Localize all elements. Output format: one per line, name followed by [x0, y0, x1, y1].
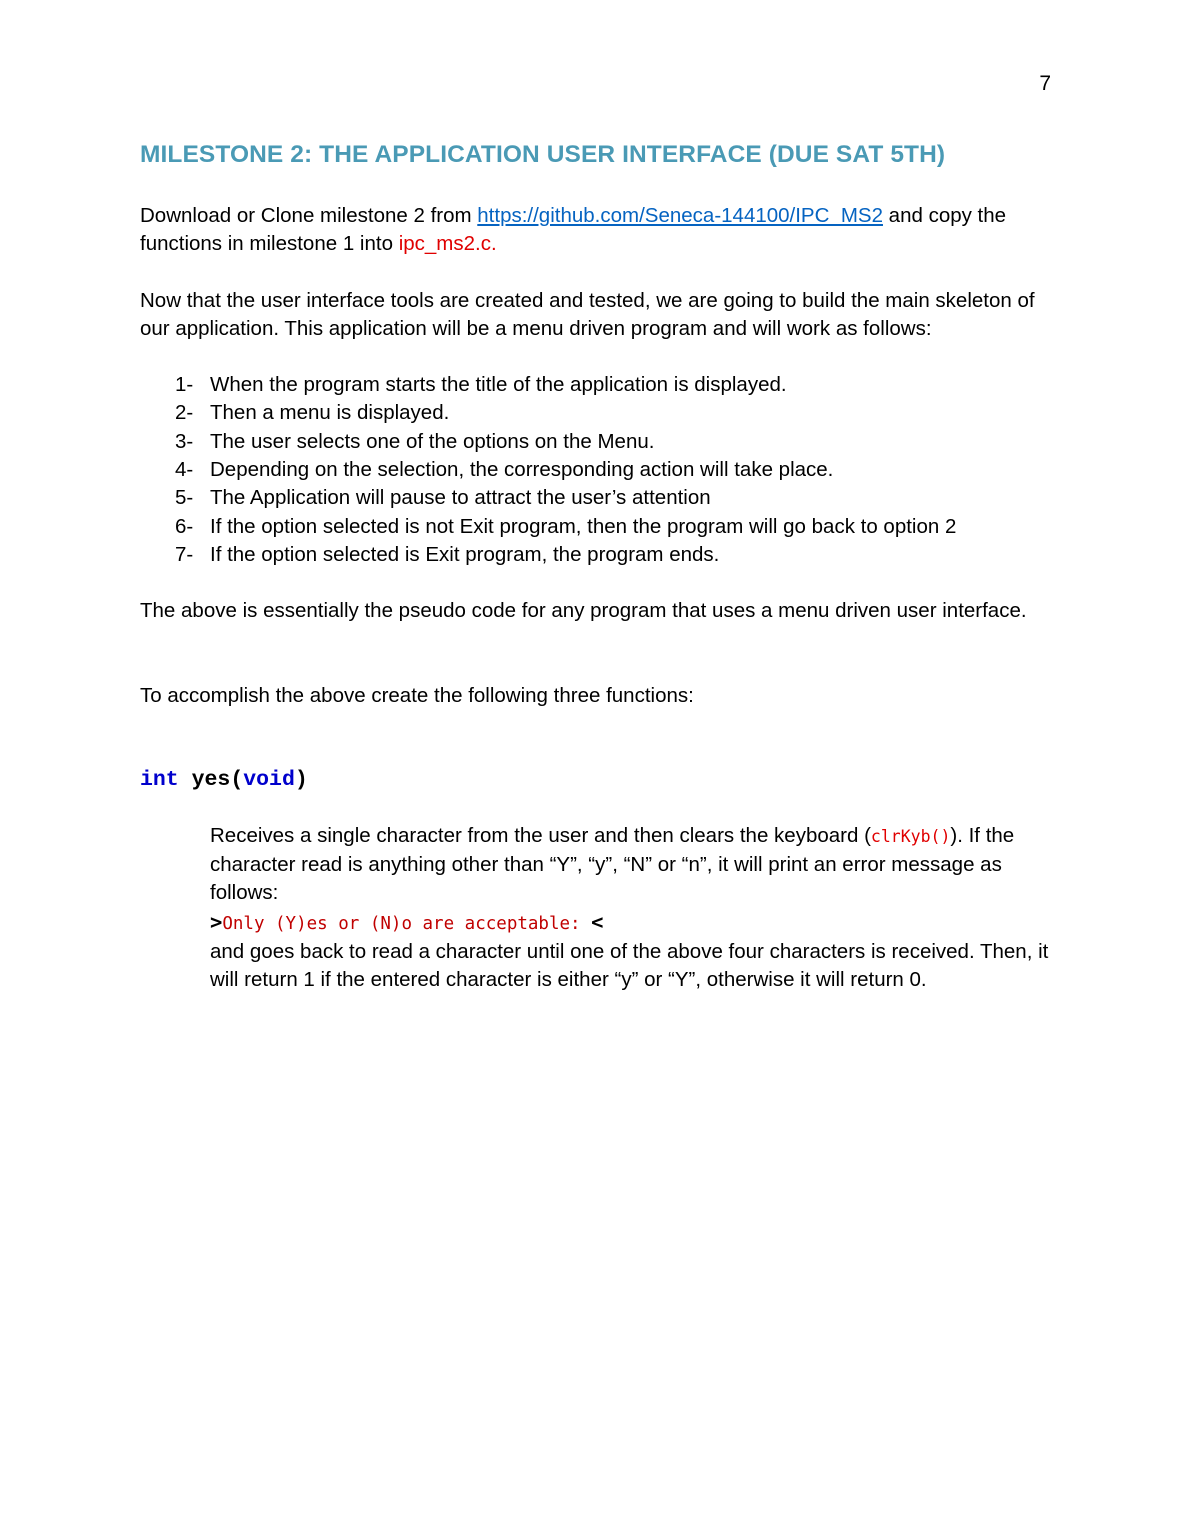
list-item-number: 1-: [175, 373, 194, 397]
description-text: ). If the character read is anything other than “Y”, “y”, “N” or “n”, it will print an error message as follows:: [210, 823, 1015, 905]
error-message: Only (Y)es or (N)o are acceptable:: [222, 913, 592, 934]
list-item: [140, 371, 1050, 399]
list-item: [140, 456, 1050, 484]
description-text: Receives a single character from the user and then clears the keyboard (: [210, 823, 871, 847]
error-message-line: [210, 908, 1050, 938]
steps-list: [140, 371, 1050, 569]
function-signature: [140, 766, 1050, 794]
description-line-1: [210, 822, 1050, 908]
pseudo-code-note: The above is essentially the pseudo code for any program that uses a menu driven user interface.: [140, 599, 1027, 623]
list-item-text: When the program starts the title of the application is displayed.: [210, 373, 787, 397]
list-item: [140, 484, 1050, 512]
list-item-number: 2-: [175, 401, 194, 425]
list-item: [140, 428, 1050, 456]
list-item-text: If the option selected is Exit program, the program ends.: [210, 542, 720, 566]
lt-marker: <: [591, 909, 604, 934]
list-item: [140, 513, 1050, 541]
page-number: 7: [1039, 72, 1051, 95]
overview-paragraph: Now that the user interface tools are created and tested, we are going to build the main skeleton of our application. This application will be a menu driven program and will work as follows:: [140, 288, 1035, 340]
intro-text-1: Download or Clone milestone 2 from: [140, 204, 478, 227]
intro-paragraph: [140, 202, 1050, 259]
list-item: [140, 541, 1050, 569]
list-item: [140, 399, 1050, 427]
list-item-number: 4-: [175, 458, 194, 482]
filename-text: ipc_ms2.c.: [398, 232, 497, 256]
list-item-text: Then a menu is displayed.: [210, 401, 450, 425]
list-item-number: 5-: [175, 486, 194, 510]
intro-text-2: and copy the functions in milestone 1 into: [140, 204, 1007, 256]
function-name: yes(: [178, 767, 244, 792]
milestone-heading: MILESTONE 2: THE APPLICATION USER INTERFACE (DUE SAT 5TH): [140, 141, 946, 168]
repo-link[interactable]: https://github.com/Seneca-144100/IPC_MS2: [477, 204, 883, 227]
instruction-paragraph: To accomplish the above create the following three functions:: [140, 683, 694, 707]
gt-marker: >: [210, 909, 223, 934]
list-item-number: 7-: [175, 542, 194, 566]
list-item-number: 3-: [175, 429, 194, 453]
param-keyword: void: [243, 767, 295, 792]
document-body: [140, 140, 1050, 995]
description-line-3: and goes back to read a character until one of the above four characters is received. Then, it will return 1 if the entered character is either “y” or “Y”, otherwise it will return 0.: [210, 940, 1049, 992]
function-description: [210, 822, 1050, 995]
list-item-text: The user selects one of the options on the Menu.: [210, 429, 655, 453]
list-item-text: Depending on the selection, the corresponding action will take place.: [210, 458, 834, 482]
list-item-text: If the option selected is not Exit program, then the program will go back to option 2: [210, 514, 957, 538]
return-type-keyword: int: [140, 767, 179, 792]
clrkyb-call: clrKyb(): [870, 826, 951, 846]
close-paren: ): [294, 767, 308, 792]
list-item-number: 6-: [175, 514, 194, 538]
list-item-text: The Application will pause to attract the user’s attention: [210, 486, 711, 510]
